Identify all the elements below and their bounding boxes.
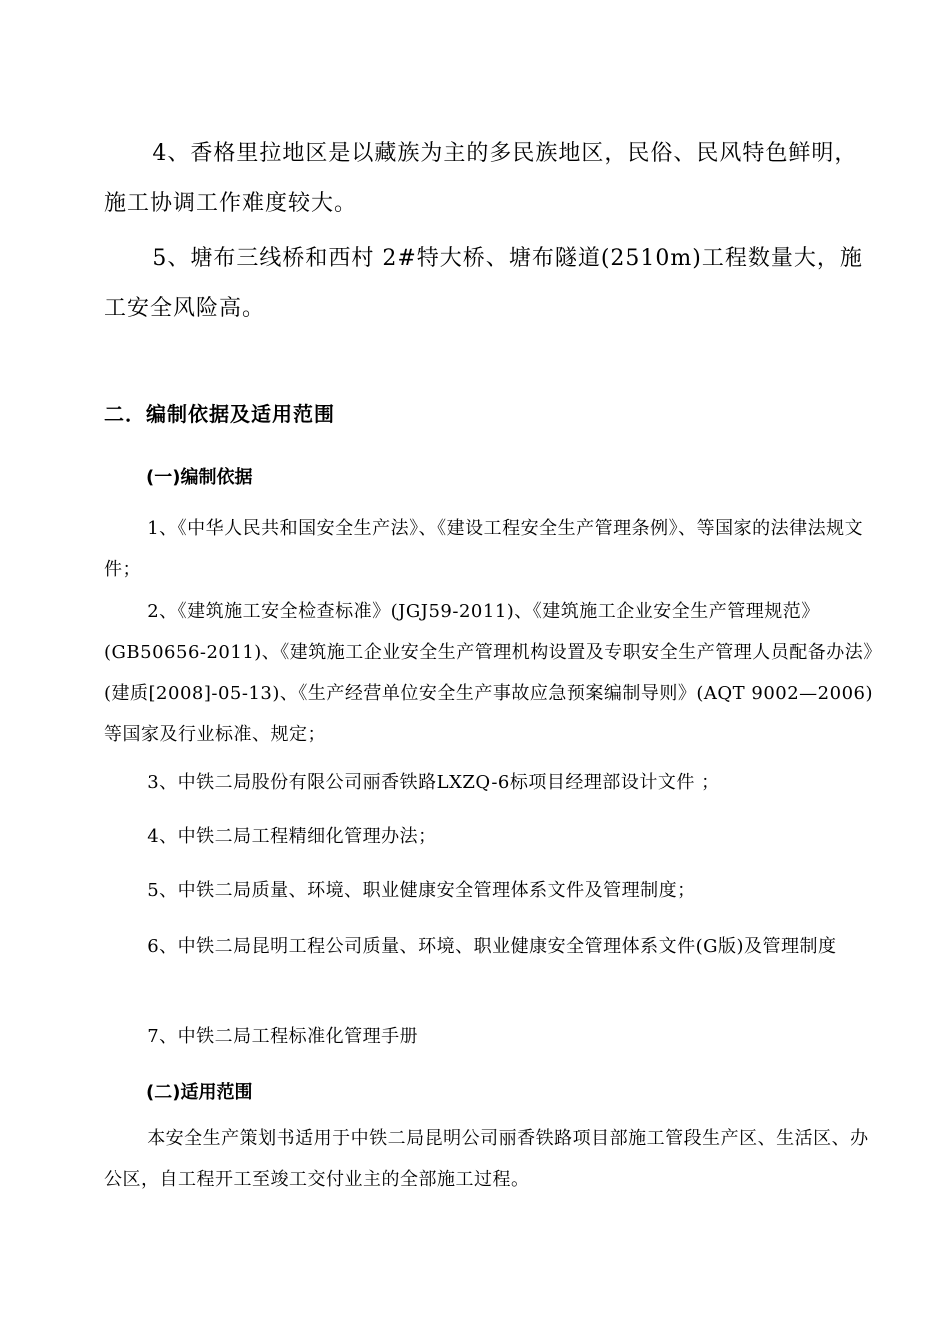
basis-item-3: 3、中铁二局股份有限公司丽香铁路LXZQ-6标项目经理部设计文件 ；	[147, 772, 720, 793]
intro-item-4: 4、香格里拉地区是以藏族为主的多民族地区，民俗、民风特色鲜明，施工协调工作难度较大。	[104, 141, 858, 216]
scope-heading: (二)适用范围	[146, 1082, 253, 1103]
basis-item-1: 1、《中华人民共和国安全生产法》、《建设工程安全生产管理条例》、等国家的法律法规文件；	[104, 518, 864, 580]
basis-heading: (一)编制依据	[146, 467, 253, 488]
basis-item-4: 4、中铁二局工程精细化管理办法；	[147, 826, 437, 847]
basis-item-6: 6、中铁二局昆明工程公司质量、环境、职业健康安全管理体系文件(G版)及管理制度	[147, 936, 837, 957]
intro-item-5: 5、塘布三线桥和西村 2#特大桥、塘布隧道(2510m)工程数量大，施工安全风险高。	[104, 246, 863, 321]
scope-text: 本安全生产策划书适用于中铁二局昆明公司丽香铁路项目部施工管段生产区、生活区、办公区，自工程开工至竣工交付业主的全部施工过程。	[104, 1128, 869, 1190]
basis-item-5: 5、中铁二局质量、环境、职业健康安全管理体系文件及管理制度；	[147, 880, 696, 901]
section-heading: 二．编制依据及适用范围	[104, 402, 335, 426]
basis-item-2: 2、《建筑施工安全检查标准》(JGJ59-2011)、《建筑施工企业安全生产管理规范》(GB50656-2011)、《建筑施工企业安全生产管理机构设置及专职安全生产管理人员配备办法》(建质[2008]-05-13)、《生产经营单位安全生产事故应急预案编制导则》(AQT 9002—2006)等国家及行业标准、规定；	[104, 601, 874, 745]
basis-item-7: 7、中铁二局工程标准化管理手册	[147, 1026, 419, 1047]
